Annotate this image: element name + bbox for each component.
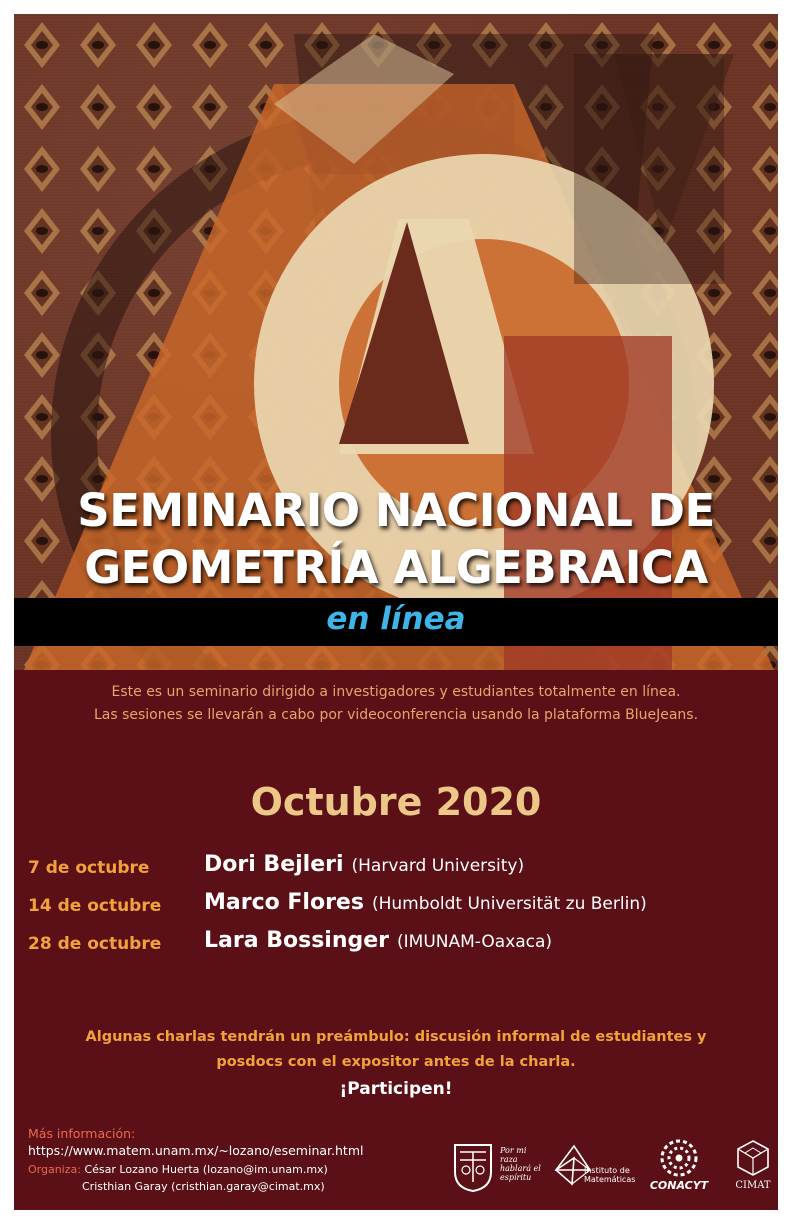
more-info-label: Más información: [28,1126,136,1141]
conacyt-dots-icon [648,1138,710,1178]
hero-artwork [14,14,778,670]
unam-motto-logo: Por mi raza hablará el espíritu [500,1146,541,1182]
conacyt-logo [648,1138,710,1192]
organizers-line-1 [28,1163,328,1176]
im-line-2: Matemáticas [584,1175,636,1184]
intro-line-1: Este es un seminario dirigido a investigadores y estudiantes totalmente en línea. [111,684,681,700]
cimat-text: CIMAT [735,1180,771,1191]
intro-line-2: Las sesiones se llevarán a cabo por videoconferencia usando la plataforma BlueJeans. [93,707,699,723]
session-speaker [204,928,552,953]
title-line-1: SEMINARIO NACIONAL DE [77,484,715,537]
unam-logo [452,1142,494,1192]
im-logo-text [584,1166,635,1184]
subtitle: en línea [326,601,466,637]
unam-shield-icon [452,1142,494,1192]
call-to-participate: ¡Participen! [339,1079,453,1099]
organizers-label: Organiza: [28,1163,81,1176]
seminar-url-link[interactable]: https://www.matem.unam.mx/~lozano/eseminar.html [28,1143,364,1158]
title-line-2: GEOMETRÍA ALGEBRAICA [84,541,708,594]
im-logo [552,1140,636,1186]
im-line-1: Instituto de [584,1166,630,1175]
session-speaker [204,852,524,877]
cimat-cube-icon [735,1138,771,1178]
session-row [14,890,778,920]
preamble-line-2: posdocs con el expositor antes de la charla. [216,1054,576,1070]
organizer-1: César Lozano Huerta (lozano@im.unam.mx) [84,1163,328,1176]
speaker-institution: (IMUNAM-Oaxaca) [397,932,553,952]
preamble-line-1: Algunas charlas tendrán un preámbulo: discusión informal de estudiantes y [85,1029,707,1045]
session-date: 14 de octubre [28,896,162,916]
schedule-month: Octubre 2020 [250,780,542,824]
speaker-name: Marco Flores [204,890,364,915]
session-date: 28 de octubre [28,934,162,954]
session-speaker [204,890,647,915]
speaker-name: Lara Bossinger [204,928,390,953]
organizer-2: Cristhian Garay (cristhian.garay@cimat.mx) [82,1180,325,1193]
speaker-institution: (Humboldt Universität zu Berlin) [371,894,647,914]
speaker-institution: (Harvard University) [351,856,525,876]
sponsor-logos [452,1138,772,1200]
cimat-logo [735,1138,771,1191]
session-row [14,852,778,882]
speaker-name: Dori Bejleri [204,852,344,877]
poster [14,14,778,1210]
session-row [14,928,778,958]
session-date: 7 de octubre [28,858,150,878]
conacyt-text: CONACYT [649,1179,709,1192]
